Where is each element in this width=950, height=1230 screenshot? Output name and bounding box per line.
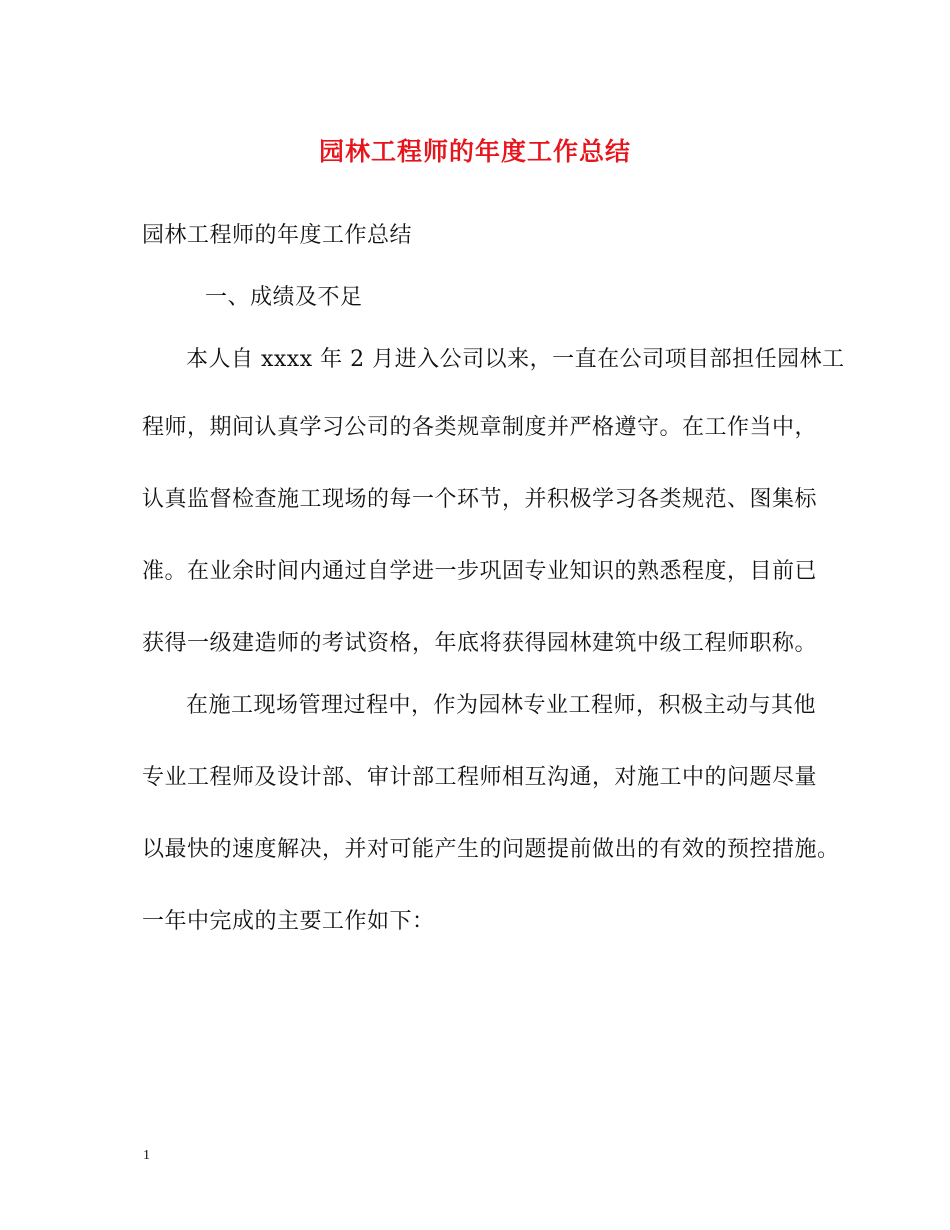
paragraph-line: 本人自 xxxx 年 2 月进入公司以来，一直在公司项目部担任园林工 xyxy=(186,347,845,372)
paragraph-line: 程师，期间认真学习公司的各类规章制度并严格遵守。在工作当中， xyxy=(142,415,818,440)
paragraph-line: 以最快的速度解决，并对可能产生的问题提前做出的有效的预控措施。 xyxy=(142,837,840,862)
section-heading: 一、成绩及不足 xyxy=(205,285,363,310)
page-number: 1 xyxy=(143,1148,150,1163)
paragraph-line: 专业工程师及设计部、审计部工程师相互沟通，对施工中的问题尽量 xyxy=(142,765,818,790)
paragraph-line: 获得一级建造师的考试资格，年底将获得园林建筑中级工程师职称。 xyxy=(142,631,818,656)
paragraph-line: 一年中完成的主要工作如下： xyxy=(142,909,435,934)
document-subtitle: 园林工程师的年度工作总结 xyxy=(142,223,413,248)
paragraph-line: 准。在业余时间内通过自学进一步巩固专业知识的熟悉程度，目前已 xyxy=(142,559,818,584)
paragraph-line: 认真监督检查施工现场的每一个环节，并积极学习各类规范、图集标 xyxy=(142,487,818,512)
paragraph-line: 在施工现场管理过程中，作为园林专业工程师，积极主动与其他 xyxy=(186,693,817,718)
document-title: 园林工程师的年度工作总结 xyxy=(318,137,631,166)
